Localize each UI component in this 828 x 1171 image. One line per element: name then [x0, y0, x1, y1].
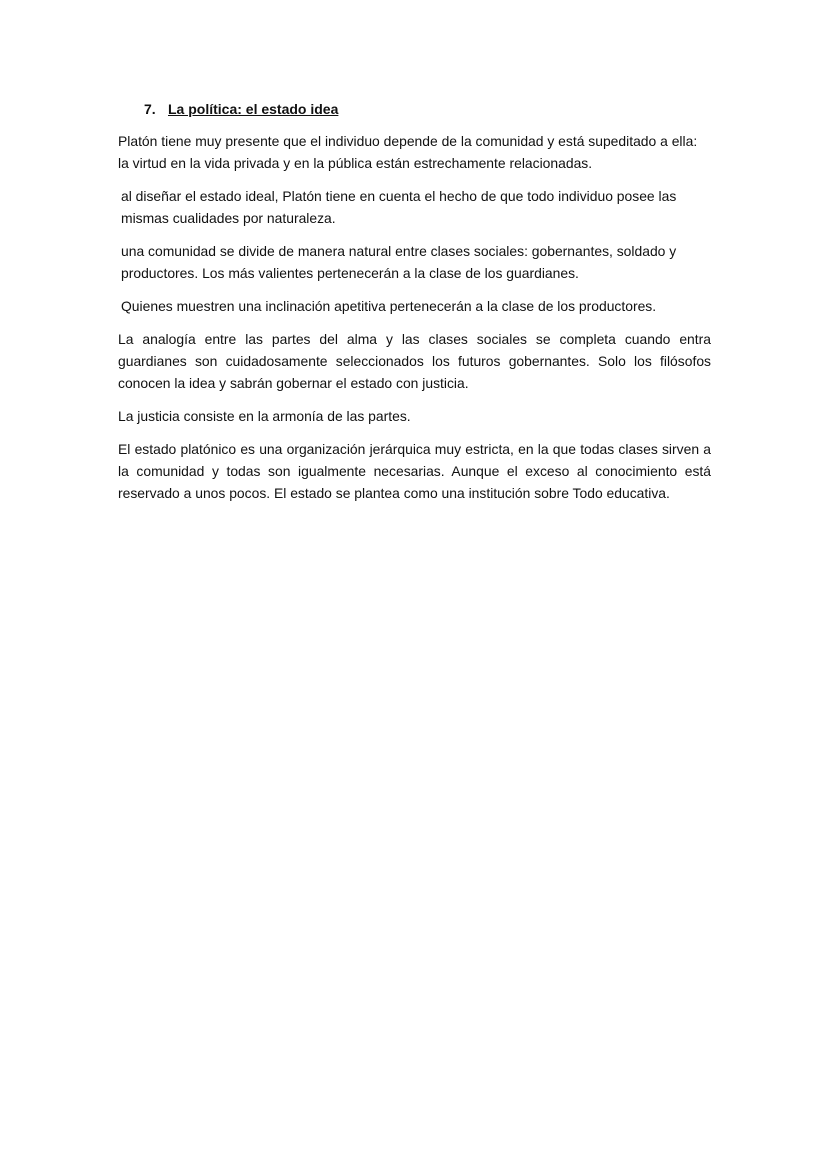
section-title: La política: el estado idea [168, 101, 339, 117]
paragraph-estado-ideal: al diseñar el estado ideal, Platón tiene en cuenta el hecho de que todo individuo posee las mismas cualidades por naturaleza. [121, 188, 677, 226]
section-heading [144, 98, 711, 120]
document-page [118, 98, 711, 515]
paragraph-clases-sociales: una comunidad se divide de manera natural entre clases sociales: gobernantes, soldado y productores. Los más valientes pertenecerán a la clase de los guardianes. [121, 243, 677, 281]
paragraph-analogia: La analogía entre las partes del alma y las clases sociales se completa cuando entra guardianes son cuidadosamente seleccionados los futuros gobernantes. Solo los filósofos conocen la idea y sabrán gobernar el estado con justicia. [118, 331, 711, 391]
section-number: 7. [144, 101, 156, 117]
paragraph-productores: Quienes muestren una inclinación apetitiva pertenecerán a la clase de los productores. [121, 298, 657, 314]
paragraph-individuo: Platón tiene muy presente que el individuo depende de la comunidad y está supeditado a ella: la virtud en la vida privada y en la pública están estrechamente relacionadas. [118, 133, 698, 171]
paragraph-estado-platonico: El estado platónico es una organización jerárquica muy estricta, en la que todas clases sirven a la comunidad y todas son igualmente necesarias. Aunque el exceso al conocimiento está reservado a unos pocos. El estado se plantea como una institución sobre Todo educativa. [118, 441, 711, 501]
paragraph-justicia: La justicia consiste en la armonía de las partes. [118, 408, 411, 424]
